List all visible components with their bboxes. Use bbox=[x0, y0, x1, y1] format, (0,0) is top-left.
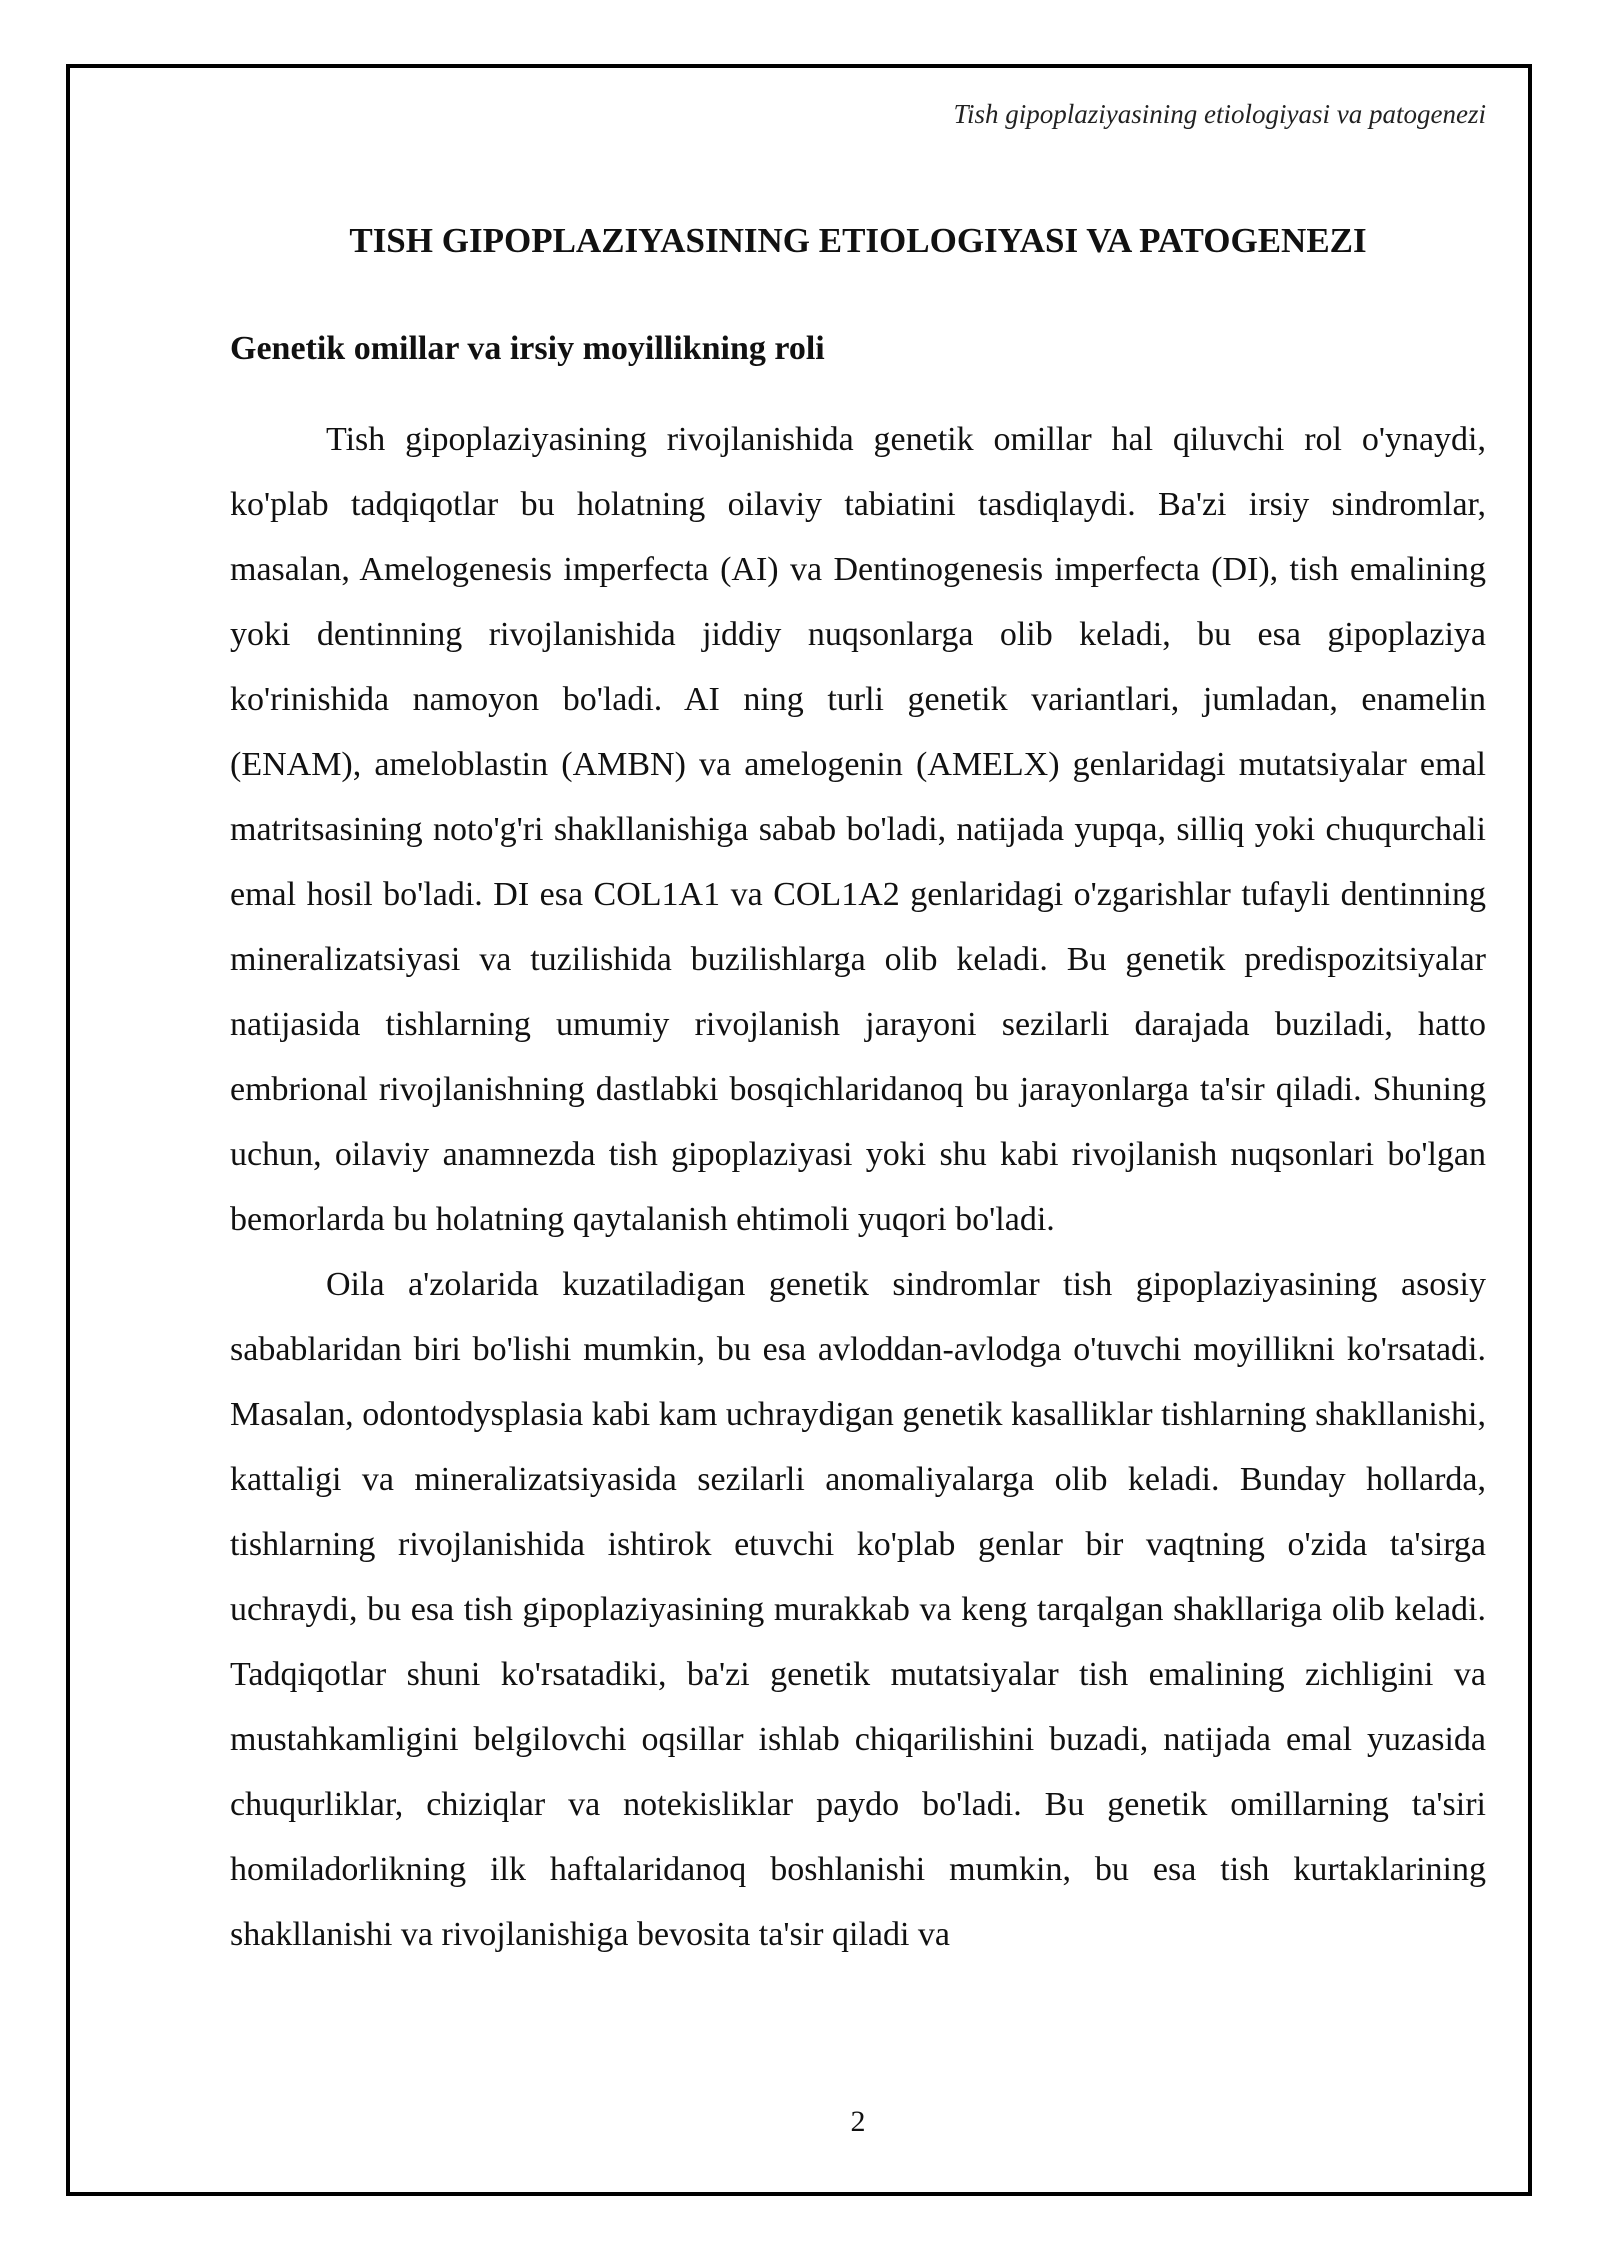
running-header: Tish gipoplaziyasining etiologiyasi va patogenezi bbox=[953, 99, 1486, 129]
section-heading: Genetik omillar va irsiy moyillikning roli bbox=[230, 330, 825, 367]
page-number: 2 bbox=[850, 2105, 866, 2138]
paragraph-2: Oila a'zolarida kuzatiladigan genetik sindromlar tish gipoplaziyasining asosiy sabablaridan biri bo'lishi mumkin, bu esa avloddan-avlodga o'tuvchi moyillikni ko'rsatadi. Masalan, odontodysplasia kabi kam uchraydigan genetik kasalliklar tishlarning shakllanishi, kattaligi va mineralizatsiyasida sezilarli anomaliyalarga olib keladi. Bunday hollarda, tishlarning rivojlanishida ishtirok etuvchi ko'plab genlar bir vaqtning o'zida ta'sirga uchraydi, bu esa tish gipoplaziyasining murakkab va keng tarqalgan shakllariga olib keladi. Tadqiqotlar shuni ko'rsatadiki, ba'zi genetik mutatsiyalar tish emalining zichligini va mustahkamligini belgilovchi oqsillar ishlab chiqarilishini buzadi, natijada emal yuzasida chuqurliklar, chiziqlar va notekisliklar paydo bo'ladi. Bu genetik omillarning ta'siri homiladorlikning ilk haftalaridanoq boshlanishi mumkin, bu esa tish kurtaklarining shakllanishi va rivojlanishiga bevosita ta'sir qiladi va bbox=[230, 1266, 1486, 1953]
paragraph-1: Tish gipoplaziyasining rivojlanishida genetik omillar hal qiluvchi rol o'ynaydi, ko'plab tadqiqotlar bu holatning oilaviy tabiatini tasdiqlaydi. Ba'zi irsiy sindromlar, masalan, Amelogenesis imperfecta (AI) va Dentinogenesis imperfecta (DI), tish emalining yoki dentinning rivojlanishida jiddiy nuqsonlarga olib keladi, bu esa gipoplaziya ko'rinishida namoyon bo'ladi. AI ning turli genetik variantlari, jumladan, enamelin (ENAM), ameloblastin (AMBN) va amelogenin (AMELX) genlaridagi mutatsiyalar emal matritsasining noto'g'ri shakllanishiga sabab bo'ladi, natijada yupqa, silliq yoki chuqurchali emal hosil bo'ladi. DI esa COL1A1 va COL1A2 genlaridagi o'zgarishlar tufayli dentinning mineralizatsiyasi va tuzilishida buzilishlarga olib keladi. Bu genetik predispozitsiyalar natijasida tishlarning umumiy rivojlanish jarayoni sezilarli darajada buziladi, hatto embrional rivojlanishning dastlabki bosqichlaridanoq bu jarayonlarga ta'sir qiladi. Shuning uchun, oilaviy anamnezda tish gipoplaziyasi yoki shu kabi rivojlanish nuqsonlari bo'lgan bemorlarda bu holatning qaytalanish ehtimoli yuqori bo'ladi. bbox=[230, 421, 1486, 1238]
document-title: TISH GIPOPLAZIYASINING ETIOLOGIYASI VA PATOGENEZI bbox=[349, 221, 1367, 260]
body-text bbox=[230, 407, 1486, 1967]
